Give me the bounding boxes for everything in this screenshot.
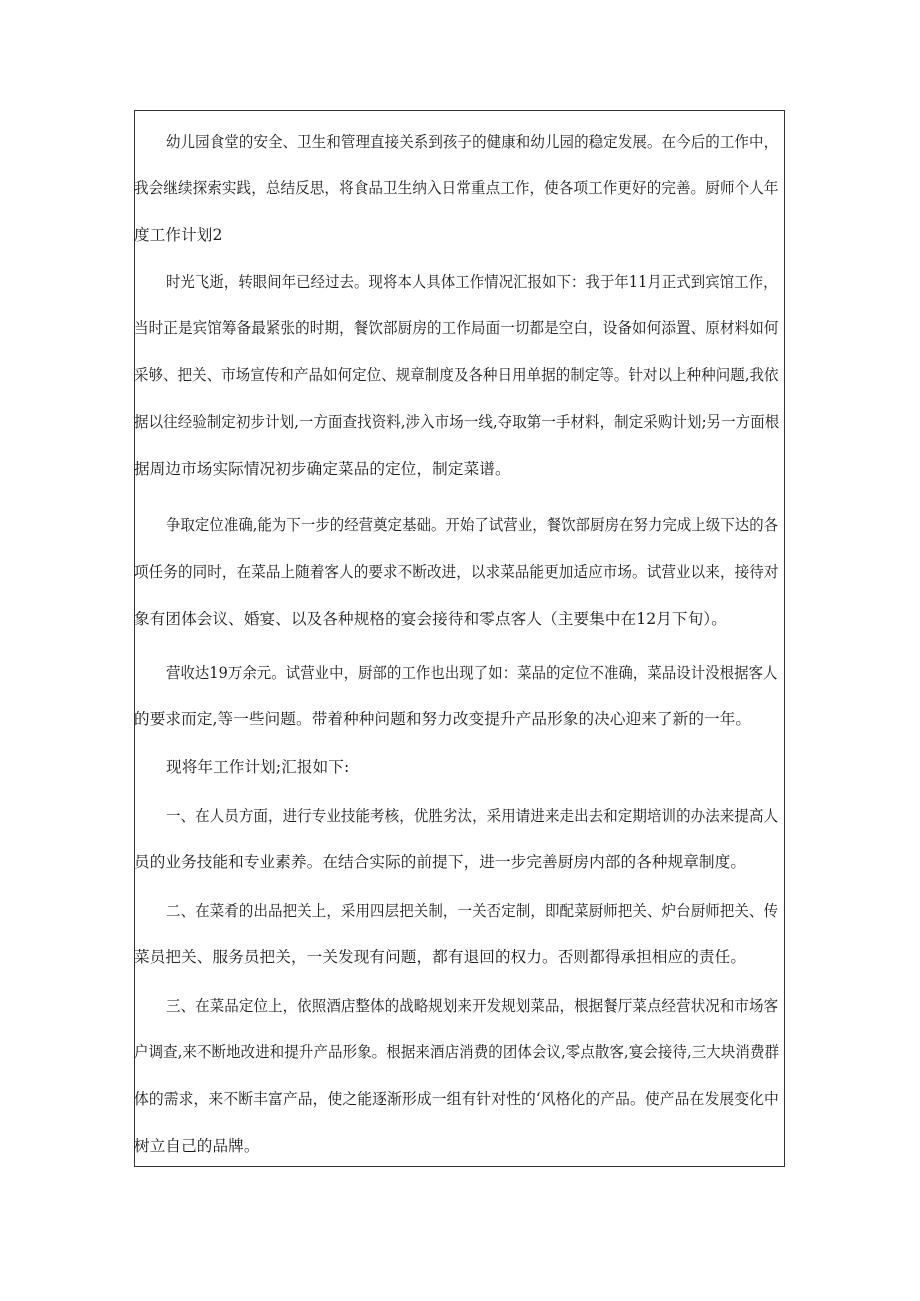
text-line: 菜员把关、服务员把关，一关发现有问题，都有退回的权力。否则都得承担相应的责任。 — [134, 948, 747, 966]
text-line: 我会继续探索实践，总结反思，将食品卫生纳入日常重点工作，使各项工作更好的完善。厨师个人年 — [134, 179, 779, 197]
text-line: 争取定位准确,能为下一步的经营奠定基础。开始了试营业，餐饮部厨房在努力完成上级下达的各 — [166, 516, 779, 534]
text-line: 幼儿园食堂的安全、卫生和管理直接关系到孩子的健康和幼儿园的稳定发展。在今后的工作中， — [166, 133, 779, 151]
text-line: 象有团体会议、婚宴、以及各种规格的宴会接待和零点客人（主要集中在12月下旬）。 — [134, 610, 727, 628]
text-line: 三、在菜品定位上，依照酒店整体的战略规划来开发规划菜品，根据餐厅菜点经营状况和市场客 — [166, 997, 779, 1015]
text-line: 项任务的同时，在菜品上随着客人的要求不断改进，以求菜品能更加适应市场。试营业以来，接待对 — [134, 563, 779, 581]
text-line: 员的业务技能和专业素养。在结合实际的前提下，进一步完善厨房内部的各种规章制度。 — [134, 853, 747, 871]
text-line: 一、在人员方面，进行专业技能考核，优胜劣汰，采用请进来走出去和定期培训的办法来提高人 — [166, 807, 779, 825]
text-line: 营收达19万余元。试营业中，厨部的工作也出现了如：菜品的定位不准确，菜品设计没根据客人 — [166, 664, 778, 682]
text-line: 体的需求，来不断丰富产品，使之能逐渐形成一组有针对性的‘风格化的产品。使产品在发展变化中 — [134, 1090, 779, 1108]
text-line: 二、在菜肴的出品把关上，采用四层把关制，一关否定制，即配菜厨师把关、炉台厨师把关、传 — [166, 902, 779, 920]
text-line: 采够、把关、市场宣传和产品如何定位、规章制度及各种日用单据的制定等。针对以上种种问题,我依 — [134, 366, 779, 384]
text-line: 的要求而定,等一些问题。带着种种问题和努力改变提升产品形象的决心迎来了新的一年。 — [134, 710, 752, 728]
text-line: 据周边市场实际情况初步确定菜品的定位，制定菜谱。 — [134, 460, 511, 478]
text-line: 现将年工作计划;汇报如下: — [166, 758, 350, 776]
text-line: 度工作计划2 — [134, 226, 223, 244]
text-line: 户调查,来不断地改进和提升产品形象。根据来酒店消费的团体会议,零点散客,宴会接待,三大块消费群 — [134, 1043, 780, 1061]
text-line: 当时正是宾馆筹备最紧张的时期，餐饮部厨房的工作局面一切都是空白，设备如何添置、原材料如何 — [134, 319, 779, 337]
text-line: 树立自己的品牌。 — [134, 1137, 260, 1155]
text-line: 据以往经验制定初步计划,一方面查找资料,涉入市场一线,夺取第一手材料，制定采购计划;另一方面根 — [134, 413, 780, 431]
text-line: 时光飞逝，转眼间年已经过去。现将本人具体工作情况汇报如下：我于年11月正式到宾馆工作， — [166, 273, 778, 291]
